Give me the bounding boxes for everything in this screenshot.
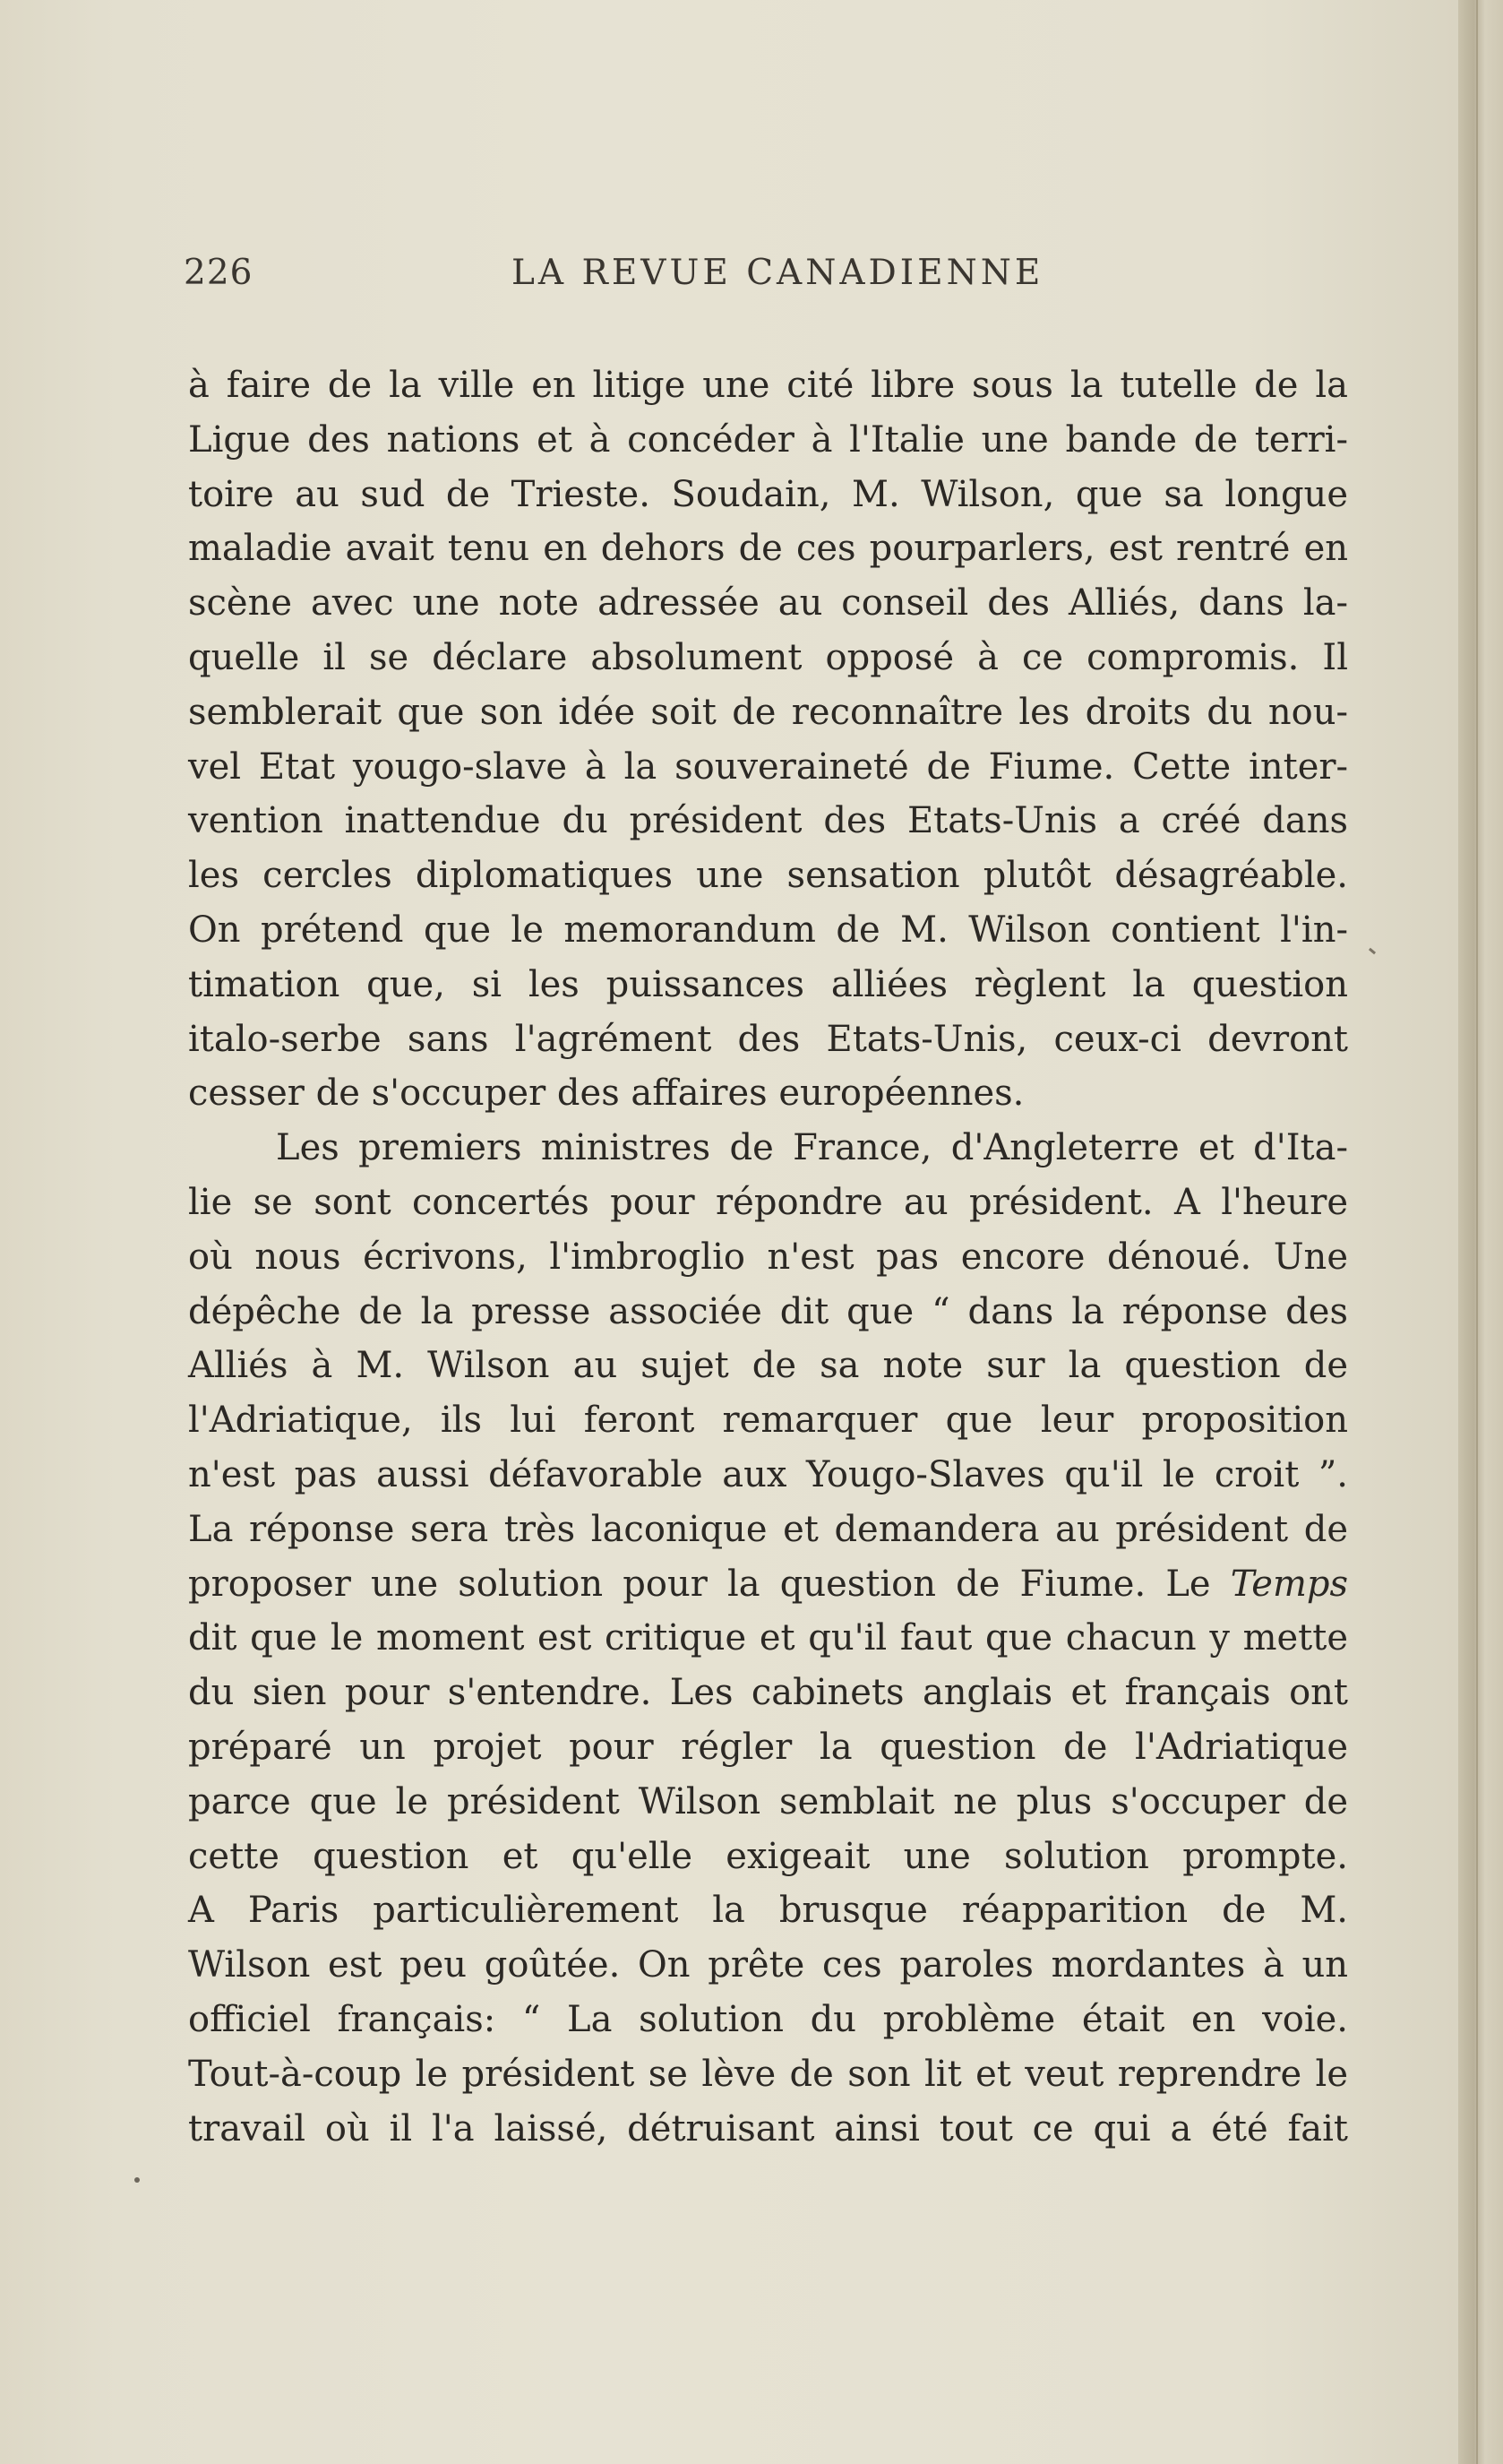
text-line: A Paris particulièrement la brusque réapparition de M. <box>188 1890 1348 1932</box>
text-line: maladie avait tenu en dehors de ces pourparlers, est rentré en <box>188 528 1348 570</box>
text-line: Les premiers ministres de France, d'Angleterre et d'Ita- <box>276 1127 1348 1169</box>
text-line: scène avec une note adressée au conseil des Alliés, dans la- <box>188 582 1348 625</box>
text-line: Alliés à M. Wilson au sujet de sa note sur la question de <box>188 1345 1348 1387</box>
text-line: dépêche de la presse associée dit que “ dans la réponse des <box>188 1290 1348 1332</box>
page-number: 226 <box>184 253 253 293</box>
text-line: italo-serbe sans l'agrément des Etats-Unis, ceux-ci devront <box>188 1018 1348 1060</box>
text-line-with-italic <box>188 1557 1348 1612</box>
text-line: parce que le président Wilson semblait ne plus s'occuper de <box>188 1780 1348 1822</box>
page-edge <box>1458 0 1503 2464</box>
text-line: les cercles diplomatiques une sensation plutôt désagréable. <box>188 855 1348 897</box>
text-line: vention inattendue du président des Etats-Unis a créé dans <box>188 800 1348 842</box>
text-line: du sien pour s'entendre. Les cabinets anglais et français ont <box>188 1672 1348 1714</box>
text-line: quelle il se déclare absolument opposé à ce compromis. Il <box>188 636 1348 678</box>
text-line: travail où il l'a laissé, détruisant ainsi tout ce qui a été fait <box>188 2107 1348 2150</box>
text-line: dit que le moment est critique et qu'il faut que chacun y mette <box>188 1617 1348 1659</box>
text-line: préparé un projet pour régler la question de l'Adriatique <box>188 1726 1348 1768</box>
text-line: timation que, si les puissances alliées règlent la question <box>188 963 1348 1005</box>
italic-word: Temps <box>1230 1563 1349 1605</box>
text-line-segment: proposer une solution pour la question de Fiume. Le <box>188 1563 1211 1605</box>
running-head <box>184 253 1348 306</box>
page-edge-line <box>1476 0 1478 2464</box>
text-line: toire au sud de Trieste. Soudain, M. Wilson, que sa longue <box>188 473 1348 515</box>
text-line: l'Adriatique, ils lui feront remarquer que leur proposition <box>188 1400 1348 1442</box>
text-line: On prétend que le memorandum de M. Wilson contient l'in- <box>188 909 1348 951</box>
running-title: LA REVUE CANADIENNE <box>511 253 1044 293</box>
text-line: lie se sont concertés pour répondre au président. A l'heure <box>188 1181 1348 1223</box>
text-line: Ligue des nations et à concéder à l'Italie une bande de terri- <box>188 418 1348 461</box>
text-line: à faire de la ville en litige une cité libre sous la tutelle de la <box>188 365 1348 406</box>
ink-mark <box>1369 948 1376 954</box>
text-line: cesser de s'occuper des affaires européennes. <box>188 1073 1025 1115</box>
text-line: Wilson est peu goûtée. On prête ces paroles mordantes à un <box>188 1944 1348 1986</box>
text-line: cette question et qu'elle exigeait une solution prompte. <box>188 1835 1348 1877</box>
body-text <box>188 358 1348 2156</box>
text-line: officiel français: “ La solution du problème était en voie. <box>188 1998 1348 2040</box>
ink-speck <box>134 2177 140 2183</box>
text-line: où nous écrivons, l'imbroglio n'est pas encore dénoué. Une <box>188 1236 1348 1278</box>
text-line: n'est pas aussi défavorable aux Yougo-Slaves qu'il le croit ”. <box>188 1453 1348 1495</box>
text-line: Tout-à-coup le président se lève de son lit et veut reprendre le <box>188 2053 1348 2095</box>
text-line: semblerait que son idée soit de reconnaître les droits du nou- <box>188 691 1348 733</box>
text-line: La réponse sera très laconique et demandera au président de <box>188 1508 1348 1550</box>
text-line: vel Etat yougo-slave à la souveraineté de Fiume. Cette inter- <box>188 745 1348 788</box>
